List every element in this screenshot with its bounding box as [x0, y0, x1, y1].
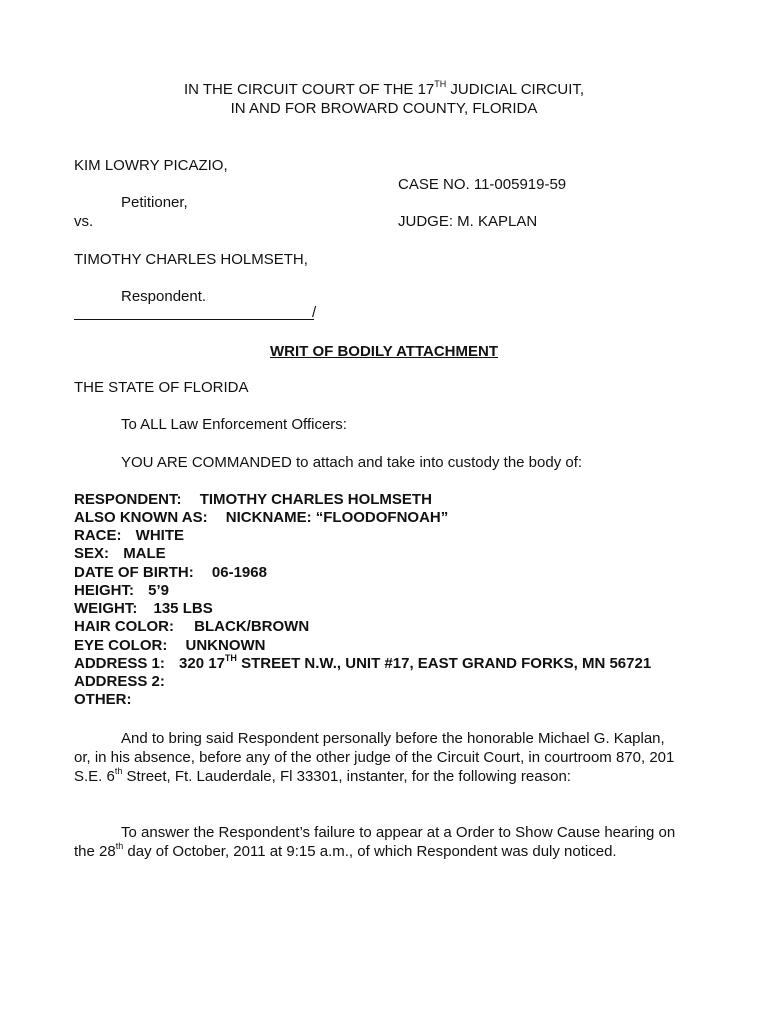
sex-value: MALE: [123, 545, 166, 562]
other-row: [74, 690, 132, 709]
petitioner-name: KIM LOWRY PICAZIO,: [74, 157, 228, 174]
aka-label: ALSO KNOWN AS:: [74, 509, 208, 526]
address1-label: ADDRESS 1:: [74, 655, 165, 672]
instruction-text-end: Street, Ft. Lauderdale, Fl 33301, instanter, for the following reason:: [122, 768, 571, 785]
addressee-line: To ALL Law Enforcement Officers:: [121, 416, 347, 433]
weight-value: 135 LBS: [153, 600, 213, 617]
address1-row: [74, 654, 651, 673]
race-row: [74, 526, 184, 545]
dob-row: [74, 563, 267, 582]
other-label: OTHER:: [74, 691, 132, 708]
court-header-line-1: [0, 80, 768, 99]
court-header-superscript: TH: [434, 79, 447, 89]
sex-row: [74, 544, 166, 563]
height-label: HEIGHT:: [74, 582, 134, 599]
address1-street: STREET N.W., UNIT #17, EAST GRAND FORKS, MN 56721: [236, 655, 652, 672]
respondent-label: Respondent.: [121, 288, 207, 305]
weight-row: [74, 599, 213, 618]
race-label: RACE:: [74, 527, 122, 544]
eye-label: EYE COLOR:: [74, 637, 168, 654]
command-line: YOU ARE COMMANDED to attach and take into custody the body of:: [121, 454, 583, 471]
state-line: THE STATE OF FLORIDA: [74, 379, 249, 396]
sex-label: SEX:: [74, 545, 110, 562]
race-value: WHITE: [135, 527, 184, 544]
caption-rule: [74, 319, 314, 320]
reason-text-end: day of October, 2011 at 9:15 a.m., of which Respondent was duly noticed.: [123, 843, 617, 860]
hair-label: HAIR COLOR:: [74, 618, 174, 635]
aka-value: NICKNAME: “FLOODOFNOAH”: [225, 509, 449, 526]
respondent-row-label: RESPONDENT:: [74, 491, 182, 508]
address1-value: [179, 655, 651, 672]
dob-label: DATE OF BIRTH:: [74, 564, 194, 581]
address1-number: 320 17: [179, 655, 225, 672]
address1-superscript: TH: [224, 653, 237, 663]
aka-row: [74, 508, 448, 527]
instruction-superscript: th: [114, 766, 123, 776]
reason-text: To answer the Respondent’s failure to appear at a Order to Show Cause hearing on the 28: [74, 824, 676, 860]
reason-paragraph: [74, 823, 682, 861]
case-number: CASE NO. 11-005919-59: [398, 176, 567, 193]
hair-value: BLACK/BROWN: [194, 618, 310, 635]
court-header-text: IN THE CIRCUIT COURT OF THE 17: [183, 81, 435, 98]
respondent-row-value: TIMOTHY CHARLES HOLMSETH: [199, 491, 432, 508]
dob-value: 06-1968: [211, 564, 267, 581]
hair-row: [74, 617, 309, 636]
height-value: 5’9: [148, 582, 170, 599]
instruction-paragraph: [74, 729, 678, 786]
height-row: [74, 581, 169, 600]
petitioner-label: Petitioner,: [121, 194, 188, 211]
court-header-line-2: IN AND FOR BROWARD COUNTY, FLORIDA: [230, 100, 538, 117]
weight-label: WEIGHT:: [74, 600, 138, 617]
versus: vs.: [74, 213, 94, 230]
instruction-text: And to bring said Respondent personally before the honorable Michael G. Kaplan, or, in his absence, before any of the other judge of the Circuit Court, in courtroom 870, 201 S.E. 6: [74, 730, 675, 785]
document-title: WRIT OF BODILY ATTACHMENT: [269, 343, 499, 360]
eye-value: UNKNOWN: [185, 637, 266, 654]
caption-slash: /: [312, 304, 317, 321]
respondent-name: TIMOTHY CHARLES HOLMSETH,: [74, 251, 308, 268]
reason-superscript: th: [115, 841, 124, 851]
address2-label: ADDRESS 2:: [74, 673, 165, 690]
address2-row: [74, 672, 165, 691]
respondent-row: [74, 490, 432, 509]
court-header-text-end: JUDICIAL CIRCUIT,: [446, 81, 585, 98]
judge-name: JUDGE: M. KAPLAN: [398, 213, 538, 230]
